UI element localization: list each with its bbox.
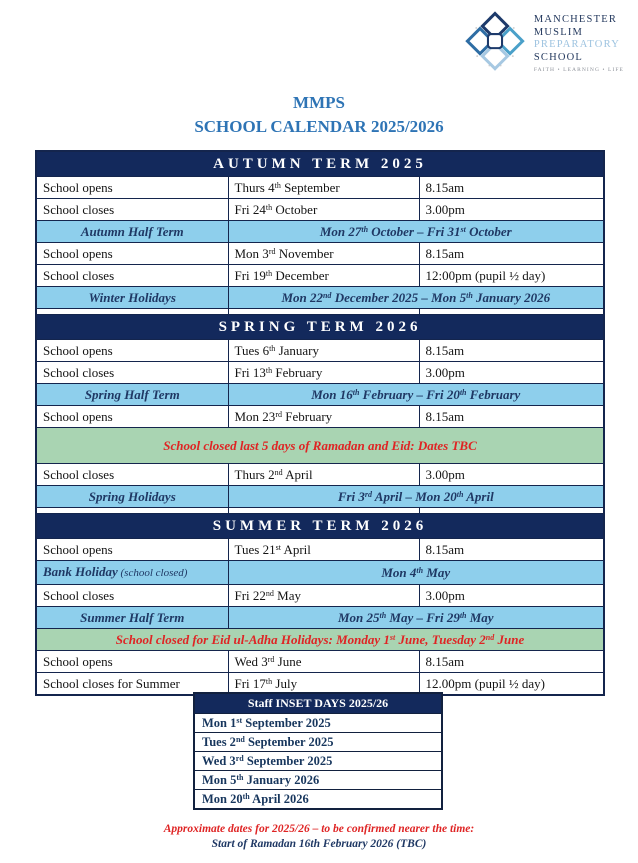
inset-header: Staff INSET DAYS 2025/26	[194, 693, 442, 714]
holiday-range: Mon 16th February – Fri 20th February	[228, 384, 604, 406]
footer-line-2: Start of Ramadan 16th February 2026 (TBC)	[211, 838, 427, 850]
holiday-label: Spring Half Term	[36, 384, 228, 406]
footer-note	[0, 822, 638, 852]
term-header: SPRING TERM 2026	[36, 315, 604, 340]
event-label: School opens	[36, 340, 228, 362]
holiday-label: Bank Holiday (school closed)	[36, 561, 228, 585]
inset-row	[194, 714, 442, 733]
event-date: Mon 23rd February	[228, 406, 419, 428]
event-time: 3.00pm	[419, 362, 604, 384]
logo-name-line: SCHOOL	[533, 51, 584, 63]
closure-notice: School closed for Eid ul-Adha Holidays: Monday 1st June, Tuesday 2nd June	[36, 629, 604, 651]
calendar-row	[36, 199, 604, 221]
calendar-row	[36, 265, 604, 287]
calendar-row	[36, 362, 604, 384]
closure-notice: School closed last 5 days of Ramadan and Eid: Dates TBC	[36, 428, 604, 464]
calendar-row	[36, 464, 604, 486]
event-time: 8.15am	[419, 651, 604, 673]
calendar-row	[36, 243, 604, 265]
logo-name-line: MUSLIM	[533, 26, 584, 38]
holiday-range: Mon 27th October – Fri 31st October	[228, 221, 604, 243]
inset-date: Tues 2nd September 2025	[194, 733, 442, 752]
event-date: Fri 19th December	[228, 265, 419, 287]
document-title	[0, 92, 638, 139]
event-time: 8.15am	[419, 177, 604, 199]
event-time: 8.15am	[419, 406, 604, 428]
event-date: Fri 22nd May	[228, 585, 419, 607]
event-label: School closes	[36, 464, 228, 486]
closure-notice-row	[36, 428, 604, 464]
event-label: School closes	[36, 585, 228, 607]
event-date: Fri 13th February	[228, 362, 419, 384]
holiday-label-suffix: (school closed)	[117, 567, 188, 579]
event-label: School closes	[36, 265, 228, 287]
event-date: Thurs 2nd April	[228, 464, 419, 486]
event-time: 3.00pm	[419, 464, 604, 486]
event-time: 8.15am	[419, 340, 604, 362]
page-title: MMPS	[293, 93, 345, 112]
event-time: 8.15am	[419, 243, 604, 265]
holiday-label: Spring Holidays	[36, 486, 228, 508]
school-logo-mark	[465, 10, 525, 74]
event-label: School opens	[36, 177, 228, 199]
inset-date: Mon 1st September 2025	[194, 714, 442, 733]
calendar-row	[36, 340, 604, 362]
inset-header-row	[194, 693, 442, 714]
holiday-row	[36, 607, 604, 629]
event-time: 8.15am	[419, 539, 604, 561]
event-date: Tues 6th January	[228, 340, 419, 362]
holiday-label: Winter Holidays	[36, 287, 228, 309]
event-label: School opens	[36, 539, 228, 561]
event-date: Wed 3rd June	[228, 651, 419, 673]
event-label: School opens	[36, 651, 228, 673]
event-date: Mon 3rd November	[228, 243, 419, 265]
calendar-row	[36, 585, 604, 607]
event-time: 3.00pm	[419, 199, 604, 221]
holiday-range: Mon 25th May – Fri 29th May	[228, 607, 604, 629]
holiday-label: Autumn Half Term	[36, 221, 228, 243]
closure-notice-row	[36, 629, 604, 651]
event-label: School closes	[36, 362, 228, 384]
school-logo	[465, 8, 624, 74]
page-subtitle: SCHOOL CALENDAR 2025/2026	[194, 117, 444, 136]
event-time: 3.00pm	[419, 585, 604, 607]
inset-row	[194, 790, 442, 810]
calendar-row	[36, 651, 604, 673]
term-header-row	[36, 514, 604, 539]
event-label: School closes for Summer	[36, 673, 228, 696]
inset-days-table	[193, 692, 443, 810]
logo-name-line: PREPARATORY	[533, 39, 620, 50]
holiday-row	[36, 486, 604, 508]
inset-date: Mon 5th January 2026	[194, 771, 442, 790]
event-date: Thurs 4th September	[228, 177, 419, 199]
calendar-table	[35, 150, 605, 696]
bank-holiday-row	[36, 561, 604, 585]
footer-line-1: Approximate dates for 2025/26 – to be confirmed nearer the time:	[163, 823, 475, 835]
inset-date: Mon 20th April 2026	[194, 790, 442, 810]
event-date: Fri 17th July	[228, 673, 419, 696]
logo-tagline: FAITH • LEARNING • LIFE	[533, 67, 624, 73]
school-logo-text	[534, 8, 624, 73]
calendar-row	[36, 177, 604, 199]
holiday-label: Summer Half Term	[36, 607, 228, 629]
event-date: Fri 24th October	[228, 199, 419, 221]
holiday-range: Mon 4th May	[228, 561, 604, 585]
calendar-row	[36, 406, 604, 428]
holiday-row	[36, 221, 604, 243]
event-date: Tues 21st April	[228, 539, 419, 561]
holiday-row	[36, 384, 604, 406]
inset-row	[194, 733, 442, 752]
event-label: School opens	[36, 406, 228, 428]
inset-row	[194, 752, 442, 771]
term-header: AUTUMN TERM 2025	[36, 151, 604, 177]
calendar-row	[36, 539, 604, 561]
term-header-row	[36, 151, 604, 177]
term-header: SUMMER TERM 2026	[36, 514, 604, 539]
event-time: 12.00pm (pupil ½ day)	[419, 673, 604, 696]
event-time: 12:00pm (pupil ½ day)	[419, 265, 604, 287]
event-label: School opens	[36, 243, 228, 265]
inset-date: Wed 3rd September 2025	[194, 752, 442, 771]
term-header-row	[36, 315, 604, 340]
logo-name-line: MANCHESTER	[533, 14, 618, 25]
event-label: School closes	[36, 199, 228, 221]
holiday-range: Mon 22nd December 2025 – Mon 5th January 2026	[228, 287, 604, 309]
inset-row	[194, 771, 442, 790]
holiday-range: Fri 3rd April – Mon 20th April	[228, 486, 604, 508]
holiday-row	[36, 287, 604, 309]
